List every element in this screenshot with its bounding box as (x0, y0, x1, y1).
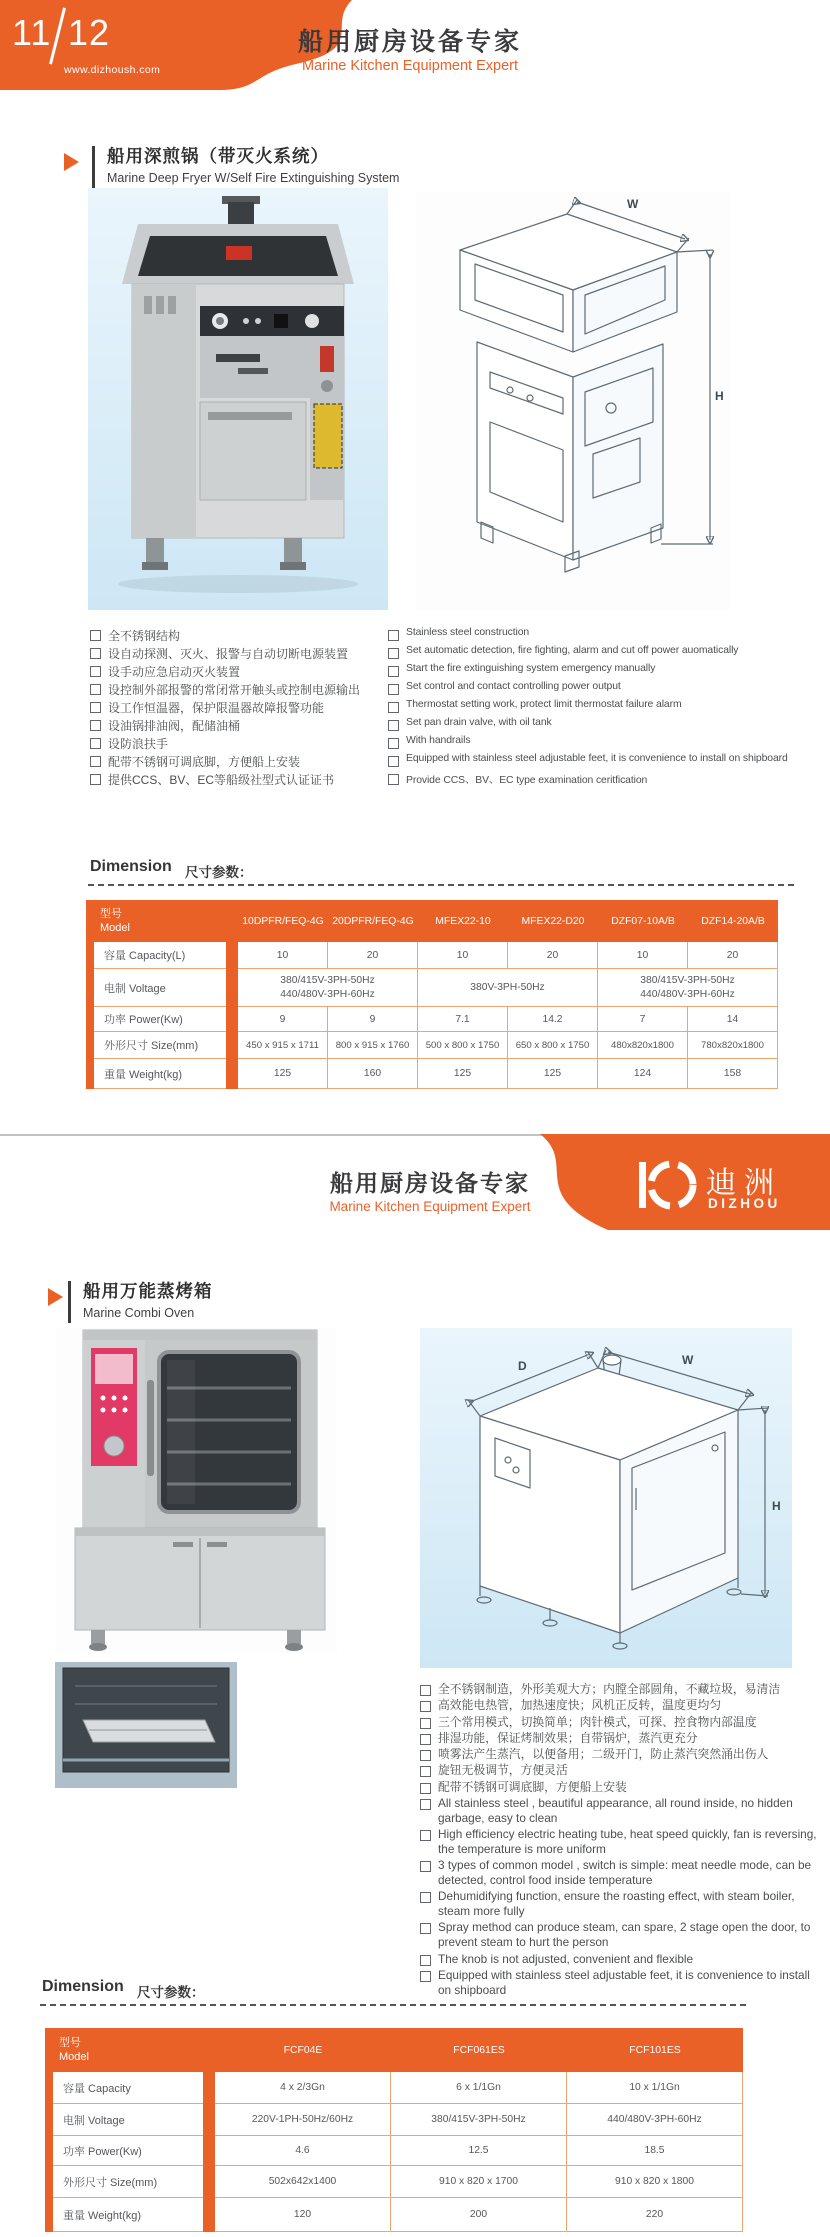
section2-title-cn: 船用万能蒸烤箱 (83, 1281, 213, 1301)
feature-text: 排湿功能，保证烤制效果；自带锅炉，蒸汽更充分 (438, 1730, 698, 1745)
website-url: www.dizhoush.com (64, 64, 161, 76)
checkbox-icon (90, 648, 101, 659)
fryer-body (132, 284, 344, 538)
feature-list-combi (420, 1682, 824, 1999)
table-cell-merged (598, 969, 778, 1007)
table-cell: 500 x 800 x 1750 (418, 1032, 508, 1059)
page-number-right: 12 (68, 12, 111, 53)
list-item (90, 717, 360, 735)
table-row-voltage (86, 969, 778, 1007)
oven-upper-body (83, 1330, 317, 1528)
checkbox-icon (388, 630, 399, 641)
table-cell: 160 (328, 1059, 418, 1089)
page2-title-en: Marine Kitchen Equipment Expert (329, 1199, 531, 1214)
table-cell-merged (418, 969, 598, 1007)
model-name: FCF04E (283, 2044, 323, 2056)
list-item (420, 1796, 824, 1826)
table-row-size (45, 2166, 743, 2198)
fryer-feet (118, 538, 358, 593)
combi-oven-photo (55, 1328, 337, 1653)
orange-separator (203, 2198, 215, 2232)
row-label: 重量 Weight(kg) (53, 2198, 203, 2232)
section1-title-cn: 船用深煎锅（带灭火系统） (107, 146, 329, 166)
feature-text: Equipped with stainless steel adjustable feet, it is convenience to install on shipboard (406, 753, 788, 764)
table-row-weight (86, 1059, 778, 1089)
list-item (420, 1858, 824, 1888)
table-cell: 158 (688, 1059, 778, 1089)
voltage-line: 380V-3PH-50Hz (470, 981, 545, 993)
table-cell: 14 (688, 1007, 778, 1032)
table-cell: 10 (238, 942, 328, 969)
list-item (90, 699, 360, 717)
row-label: 电制 Voltage (94, 969, 226, 1007)
table-cell: 650 x 800 x 1750 (508, 1032, 598, 1059)
list-item (420, 1682, 824, 1697)
model-name: FCF101ES (629, 2044, 681, 2056)
orange-separator (203, 2072, 215, 2104)
dimension-heading-en: Dimension (42, 1978, 124, 1995)
feature-text: 设工作恒温器，保护限温器故障报警功能 (108, 701, 325, 715)
dimension-table-combi (45, 2028, 743, 2232)
orange-bar (45, 2166, 53, 2198)
feature-text: 提供CCS、BV、EC等船级社型式认证证书 (108, 773, 335, 787)
feature-text: Thermostat setting work, protect limit thermostat failure alarm (406, 699, 682, 710)
list-item (420, 1968, 824, 1998)
checkbox-icon (420, 1955, 431, 1966)
feature-text: The knob is not adjusted, convenient and flexible (438, 1951, 694, 1966)
combi-oven-drawing-panel (420, 1328, 792, 1668)
deep-fryer-photo (88, 188, 388, 610)
checkbox-icon (420, 1923, 431, 1934)
section2-title-en: Marine Combi Oven (83, 1306, 195, 1320)
table-cell: 220 (567, 2198, 743, 2232)
dimension-table-fryer (86, 900, 778, 1089)
list-item (90, 753, 360, 771)
feature-text: 全不锈钢制造，外形美观大方；内膛全部圆角，不藏垃圾，易清洁 (438, 1682, 781, 1696)
feature-text: 旋钮无极调节，方便灵活 (438, 1763, 568, 1778)
feature-text: Set automatic detection, fire fighting, alarm and cut off power auomatically (406, 645, 739, 656)
height-dim-label: H (772, 1499, 781, 1513)
orange-bar (45, 2104, 53, 2136)
table-row-power (86, 1007, 778, 1032)
table-cell: 10 (418, 942, 508, 969)
list-item (388, 681, 788, 699)
page2-title-cn: 船用厨房设备专家 (330, 1170, 530, 1196)
model-label-en: Model (100, 922, 130, 934)
section-triangle-icon (64, 153, 79, 171)
combi-oven-illustration (55, 1328, 337, 1653)
combi-oven-technical-drawing (420, 1328, 792, 1668)
orange-bar (45, 2136, 53, 2166)
voltage-line: 380/415V-3PH-50Hz (640, 974, 735, 986)
section1-title-en: Marine Deep Fryer W/Self Fire Extinguishing System (107, 171, 400, 185)
row-label: 重量 Weight(kg) (94, 1059, 226, 1089)
list-item (420, 1827, 824, 1857)
table-cell: 200 (391, 2198, 567, 2232)
list-item (90, 735, 360, 753)
oven-interior-photo (55, 1662, 237, 1788)
checkbox-icon (90, 666, 101, 677)
checkbox-icon (420, 1750, 431, 1761)
list-item (420, 1747, 824, 1762)
orange-separator (203, 2166, 215, 2198)
checkbox-icon (388, 774, 399, 785)
logo-text-cn: 迪洲 (706, 1167, 782, 1200)
fryer-hood (122, 196, 354, 284)
feature-text: Set control and contact controlling power output (406, 681, 621, 692)
table-header-row (45, 2028, 743, 2072)
orange-bar (86, 1007, 94, 1032)
list-item (90, 771, 360, 789)
table-cell: 7.1 (418, 1007, 508, 1032)
feature-text: 喷雾法产生蒸汽，以便备用；二级开门，防止蒸汽突然涌出伤人 (438, 1747, 769, 1762)
orange-separator (226, 1032, 238, 1059)
deep-fryer-illustration (88, 188, 388, 608)
feature-text: Set pan drain valve, with oil tank (406, 717, 552, 728)
list-item (388, 645, 788, 663)
list-item (420, 1920, 824, 1950)
feature-list-en (388, 627, 788, 789)
checkbox-icon (420, 1734, 431, 1745)
orange-bar (86, 1032, 94, 1059)
table-cell: 124 (598, 1059, 688, 1089)
body-outline (477, 342, 663, 572)
page1-title-en: Marine Kitchen Equipment Expert (302, 58, 518, 74)
table-cell: 910 x 820 x 1800 (567, 2166, 743, 2198)
table-cell: 125 (508, 1059, 598, 1089)
list-item (388, 663, 788, 681)
dimension-heading-cn: 尺寸参数： (185, 865, 253, 880)
list-item (420, 1763, 824, 1778)
section-bar (92, 146, 95, 188)
list-item (420, 1731, 824, 1746)
oven-interior-illustration (55, 1662, 237, 1788)
checkbox-icon (420, 1892, 431, 1903)
feature-text: 设手动应急启动灭火装置 (108, 665, 241, 679)
checkbox-icon (90, 702, 101, 713)
table-row-power (45, 2136, 743, 2166)
deep-fryer-drawing-panel (415, 192, 730, 610)
list-item (90, 627, 360, 645)
table-cell: 12.5 (391, 2136, 567, 2166)
orange-separator (226, 1007, 238, 1032)
width-dim-label: W (682, 1353, 694, 1367)
dashed-divider (88, 884, 794, 886)
row-label: 功率 Power(Kw) (53, 2136, 203, 2166)
model-name: DZF14-20A/B (701, 915, 765, 927)
model-header (45, 2028, 215, 2072)
checkbox-icon (90, 630, 101, 641)
voltage-line: 380/415V-3PH-50Hz (280, 974, 375, 986)
row-label: 外形尺寸 Size(mm) (53, 2166, 203, 2198)
table-row-capacity (45, 2072, 743, 2104)
dimension-heading-en: Dimension (90, 858, 172, 875)
feature-text: 设油锅排油阀，配储油桶 (108, 719, 241, 733)
feature-text: 3 types of common model , switch is simple: meat needle mode, can be detected, control food inside temperature (438, 1858, 812, 1888)
voltage-line: 440/480V-3PH-60Hz (640, 988, 735, 1000)
checkbox-icon (420, 1861, 431, 1872)
oven-box-outline (477, 1355, 741, 1649)
width-dim-label: W (627, 197, 639, 211)
table-cell-merged (238, 969, 418, 1007)
list-item (90, 663, 360, 681)
table-cell: 10 x 1/1Gn (567, 2072, 743, 2104)
list-item (388, 771, 788, 789)
depth-dim-label: D (518, 1359, 527, 1373)
checkbox-icon (420, 1971, 431, 1982)
orange-separator (226, 942, 238, 969)
dizhou-logo-icon (638, 1156, 698, 1214)
table-cell: 380/415V-3PH-50Hz (391, 2104, 567, 2136)
checkbox-icon (90, 720, 101, 731)
feature-text: Dehumidifying function, ensure the roasting effect, with steam boiler, steam more fully (438, 1889, 795, 1919)
checkbox-icon (420, 1799, 431, 1810)
table-cell: 120 (215, 2198, 391, 2232)
checkbox-icon (90, 774, 101, 785)
checkbox-icon (90, 738, 101, 749)
checkbox-icon (90, 756, 101, 767)
dashed-divider (40, 2004, 746, 2006)
feature-text: 设控制外部报警的常闭常开触头或控制电源输出 (108, 683, 361, 697)
list-item (388, 735, 788, 753)
model-label-en: Model (59, 2051, 89, 2063)
list-item (420, 1698, 824, 1713)
row-label: 功率 Power(Kw) (94, 1007, 226, 1032)
checkbox-icon (420, 1783, 431, 1794)
table-cell: 125 (238, 1059, 328, 1089)
checkbox-icon (90, 684, 101, 695)
orange-bar (86, 969, 94, 1007)
table-row-size (86, 1032, 778, 1059)
dimension-heading-cn: 尺寸参数： (137, 1985, 205, 2000)
section-triangle-icon (48, 1288, 63, 1306)
hood-outline (460, 214, 677, 352)
checkbox-icon (388, 756, 399, 767)
feature-text: Stainless steel construction (406, 627, 530, 638)
feature-text: 配带不锈钢可调底脚，方便船上安装 (438, 1779, 627, 1794)
feature-text: 设自动探测、灭火、报警与自动切断电源装置 (108, 647, 349, 661)
checkbox-icon (420, 1718, 431, 1729)
page1-title-cn: 船用厨房设备专家 (297, 28, 522, 56)
feature-text: 设防浪扶手 (108, 737, 169, 751)
list-item (388, 627, 788, 645)
model-name: DZF07-10A/B (611, 915, 675, 927)
model-name: MFEX22-D20 (521, 915, 585, 927)
orange-bar (86, 942, 94, 969)
model-label-cn: 型号 (59, 2036, 81, 2049)
feature-text: 三个常用模式，切换简单；肉针模式，可探、控食物内部温度 (438, 1714, 757, 1729)
oven-base-cabinet (75, 1528, 325, 1651)
table-cell: 20 (688, 942, 778, 969)
model-label-cn: 型号 (100, 907, 122, 920)
list-item (388, 753, 788, 771)
orange-separator (203, 2104, 215, 2136)
row-label: 容量 Capacity(L) (94, 942, 226, 969)
list-item (420, 1715, 824, 1730)
table-cell: 9 (328, 1007, 418, 1032)
feature-text: 全不锈钢结构 (108, 629, 181, 643)
checkbox-icon (388, 684, 399, 695)
checkbox-icon (388, 738, 399, 749)
table-row-weight (45, 2198, 743, 2232)
model-name: 20DPFR/FEQ-4G (332, 915, 414, 927)
orange-separator (226, 1059, 238, 1089)
feature-text: All stainless steel , beautiful appearance, all round inside, no hidden garbage, easy to clean (438, 1796, 793, 1825)
list-item (90, 645, 360, 663)
voltage-line: 440/480V-3PH-60Hz (280, 988, 375, 1000)
table-cell: 18.5 (567, 2136, 743, 2166)
feature-text: Equipped with stainless steel adjustable feet, it is convenience to install on shipboard (438, 1967, 810, 1997)
row-label: 外形尺寸 Size(mm) (94, 1032, 226, 1059)
table-cell: 20 (328, 942, 418, 969)
checkbox-icon (388, 720, 399, 731)
table-cell: 125 (418, 1059, 508, 1089)
table-cell: 440/480V-3PH-60Hz (567, 2104, 743, 2136)
feature-text: Provide CCS、BV、EC type examination ceritfication (406, 775, 648, 786)
checkbox-icon (388, 666, 399, 677)
page-number-left: 11 (12, 12, 52, 53)
orange-bar (45, 2072, 53, 2104)
feature-text: High efficiency electric heating tube, heat speed quickly, fan is reversing, the temperature is more uniform (438, 1827, 817, 1856)
table-cell: 502x642x1400 (215, 2166, 391, 2198)
list-item (420, 1780, 824, 1795)
model-name: MFEX22-10 (435, 915, 491, 927)
orange-separator (226, 969, 238, 1007)
model-header (86, 900, 238, 942)
feature-text: 高效能电热管，加热速度快；风机正反转，温度更均匀 (438, 1698, 722, 1713)
table-cell: 780x820x1800 (688, 1032, 778, 1059)
table-cell: 800 x 915 x 1760 (328, 1032, 418, 1059)
feature-text: Start the fire extinguishing system emergency manually (406, 663, 656, 674)
checkbox-icon (420, 1685, 431, 1696)
list-item (388, 717, 788, 735)
table-cell: 7 (598, 1007, 688, 1032)
feature-text: 配带不锈钢可调底脚，方便船上安装 (108, 755, 301, 769)
table-cell: 480x820x1800 (598, 1032, 688, 1059)
feature-text: Spray method can produce steam, can spare, 2 stage open the door, to prevent steam to hurt the person (438, 1920, 811, 1950)
checkbox-icon (420, 1830, 431, 1841)
row-label: 电制 Voltage (53, 2104, 203, 2136)
orange-separator (203, 2136, 215, 2166)
section-bar (68, 1281, 71, 1323)
table-header-row (86, 900, 778, 942)
table-cell: 450 x 915 x 1711 (238, 1032, 328, 1059)
table-cell: 4.6 (215, 2136, 391, 2166)
table-cell: 10 (598, 942, 688, 969)
table-cell: 6 x 1/1Gn (391, 2072, 567, 2104)
checkbox-icon (420, 1766, 431, 1777)
feature-list-cn (90, 627, 360, 789)
table-cell: 14.2 (508, 1007, 598, 1032)
model-name: 10DPFR/FEQ-4G (242, 915, 324, 927)
list-item (420, 1952, 824, 1967)
orange-bar (86, 1059, 94, 1089)
list-item (90, 681, 360, 699)
table-cell: 9 (238, 1007, 328, 1032)
table-cell: 220V-1PH-50Hz/60Hz (215, 2104, 391, 2136)
deep-fryer-technical-drawing (415, 192, 730, 610)
table-cell: 20 (508, 942, 598, 969)
table-cell: 910 x 820 x 1700 (391, 2166, 567, 2198)
list-item (420, 1889, 824, 1919)
checkbox-icon (420, 1701, 431, 1712)
page-divider-line (0, 1134, 558, 1136)
height-dim-label: H (715, 389, 724, 403)
table-cell: 4 x 2/3Gn (215, 2072, 391, 2104)
checkbox-icon (388, 702, 399, 713)
list-item (388, 699, 788, 717)
feature-text: With handrails (406, 735, 471, 746)
checkbox-icon (388, 648, 399, 659)
model-name: FCF061ES (453, 2044, 505, 2056)
row-label: 容量 Capacity (53, 2072, 203, 2104)
table-row-capacity (86, 942, 778, 969)
orange-bar (45, 2198, 53, 2232)
table-row-voltage (45, 2104, 743, 2136)
logo-text-en: DIZHOU (708, 1196, 781, 1211)
